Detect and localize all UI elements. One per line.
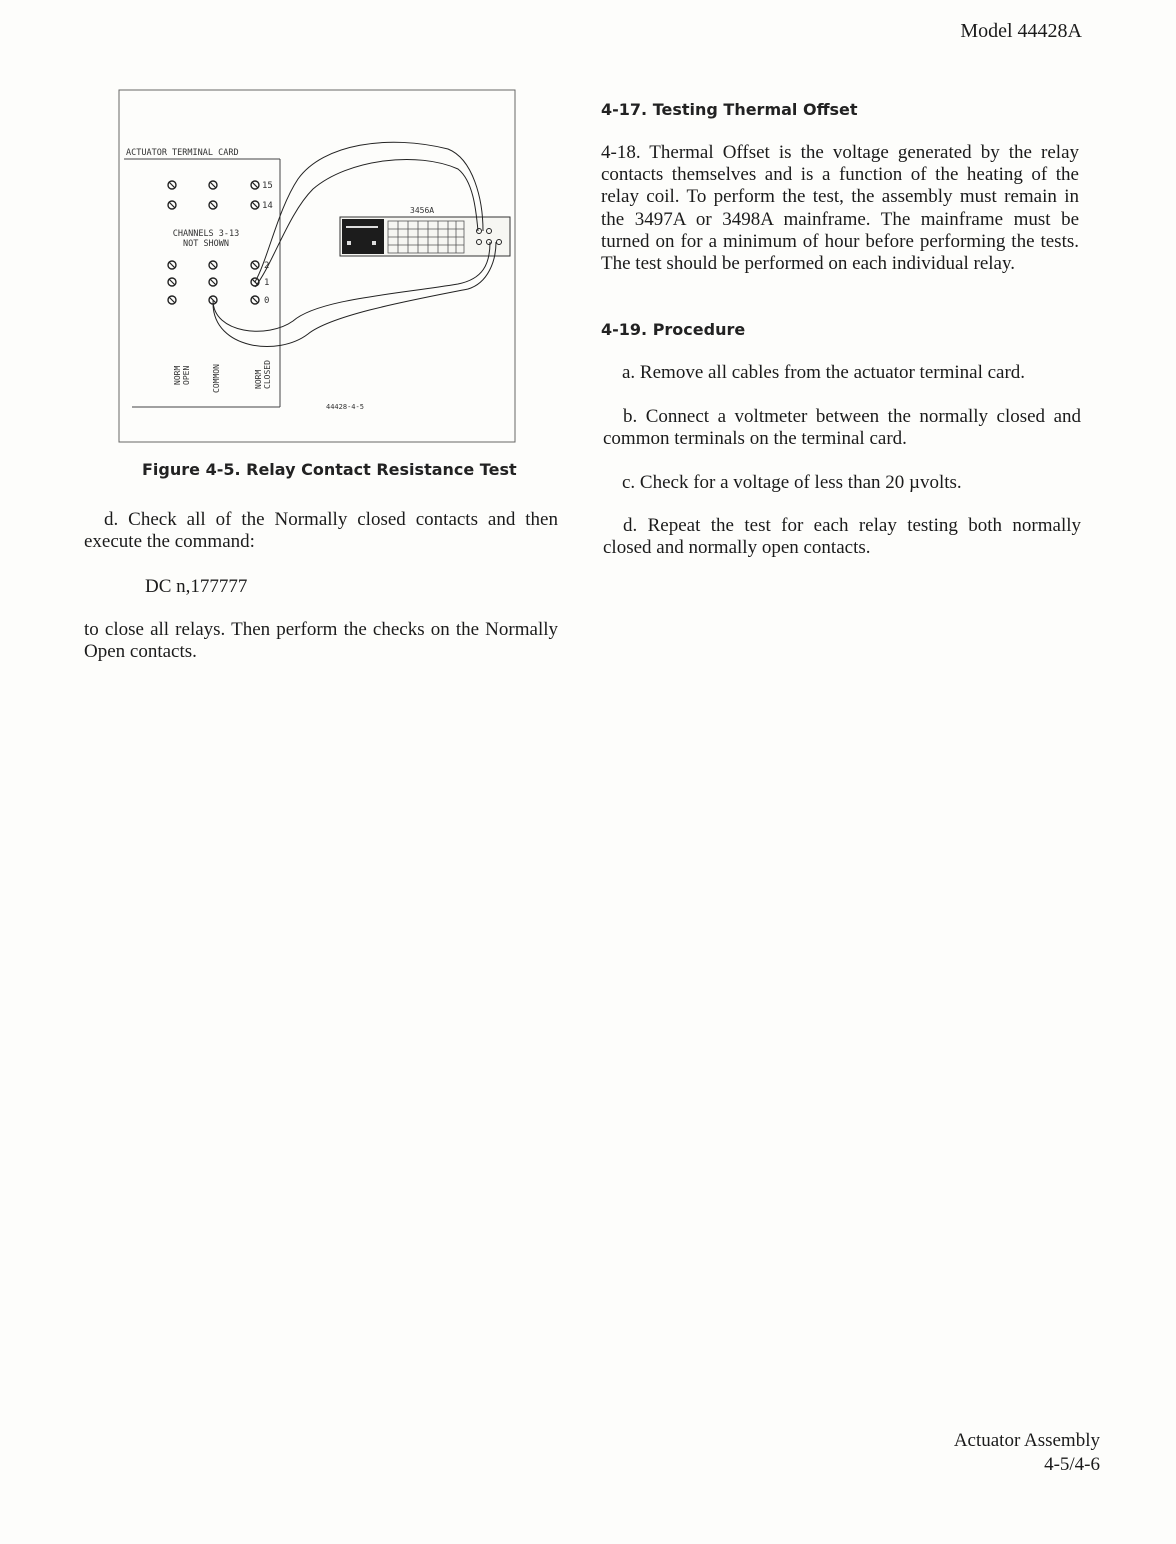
heading-4-17: 4-17. Testing Thermal Offset [601,100,858,119]
para-4-18: 4-18. Thermal Offset is the voltage generated by the relay contacts themselves and is a function of the heating of the relay coil. To perform the test, the assembly must remain in the 3497A or 3498A mainframe. The mainframe must be turned on for a minimum of hour before performing the tests. The test should be performed on each individual relay. [601,142,1079,275]
header-model: Model 44428A [960,20,1082,42]
step-c: c. Check for a voltage of less than 20 µvolts. [622,472,962,493]
channel-14-label: 14 [262,201,273,211]
footer-page: 4-5/4-6 [1044,1454,1100,1475]
col-norm-open-1: NORM [173,365,182,385]
channels-note-line1: CHANNELS 3-13 [172,229,240,239]
channel-1-label: 1 [264,278,270,288]
card-title: ACTUATOR TERMINAL CARD [126,148,239,158]
step-a: a. Remove all cables from the actuator terminal card. [622,362,1026,383]
relay-diagram [118,89,518,445]
col-norm-closed-1: NORM [254,369,263,389]
step-b: b. Connect a voltmeter between the normally closed and common terminals on the terminal card. [603,406,1081,450]
voltmeter-3456a [340,206,510,256]
left-para-d: d. Check all of the Normally closed contacts and then execute the command: [84,509,558,553]
figure-4-5 [118,89,518,445]
meter-label: 3456A [410,206,435,215]
footer-section: Actuator Assembly [953,1430,1100,1451]
heading-4-19: 4-19. Procedure [601,320,746,339]
channel-15-label: 15 [262,181,273,191]
figure-caption: Figure 4-5. Relay Contact Resistance Test [142,460,517,479]
channels-note-line2: NOT SHOWN [182,239,230,249]
figure-id: 44428-4-5 [326,403,364,411]
step-d: d. Repeat the test for each relay testing both normally closed and normally open contacts. [603,515,1081,559]
left-command: DC n,177777 [145,576,248,597]
channel-0-label: 0 [264,296,270,306]
channel-2-label: 2 [264,261,270,271]
col-norm-closed-2: CLOSED [263,360,272,389]
col-common: COMMON [212,364,221,393]
col-norm-open-2: OPEN [182,365,191,385]
left-para-after: to close all relays. Then perform the checks on the Normally Open contacts. [84,619,558,663]
